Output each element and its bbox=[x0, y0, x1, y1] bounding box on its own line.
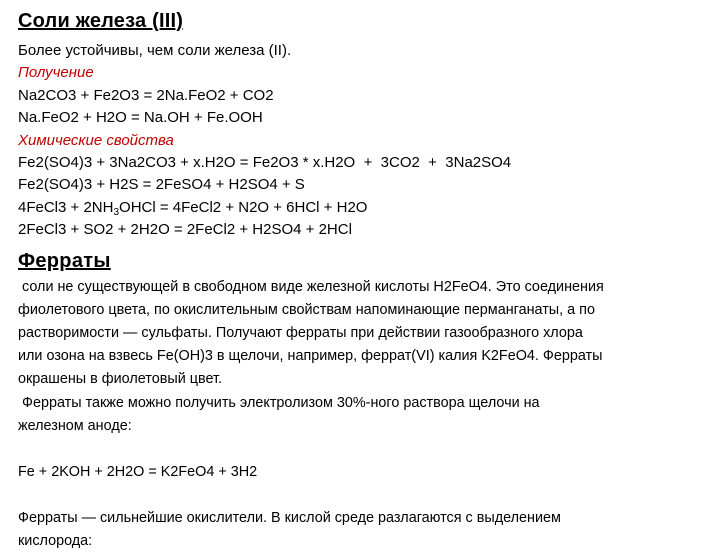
document-page bbox=[18, 8, 712, 554]
paragraph-line: или озона на взвесь Fe(OH)3 в щелочи, например, феррат(VI) калия K2FeO4. Ферраты bbox=[18, 348, 603, 365]
ferrate-equation: Fe + 2KOH + 2H2O = K2FeO4 + 3H2 bbox=[18, 464, 258, 481]
reaction-3-subscript: 3 bbox=[113, 206, 120, 218]
paragraph-line: окрашены в фиолетовый цвет. bbox=[18, 371, 222, 388]
reaction-4: 2FeCl3 + SO2 + 2H2O = 2FeCl2 + H2SO4 + 2HCl bbox=[18, 221, 352, 239]
obtaining-reaction-2: Na.FeO2 + H2O = Na.OH + Fe.OOH bbox=[18, 109, 263, 127]
obtaining-reaction-1: Na2CO3 + Fe2O3 = 2Na.FeO2 + CO2 bbox=[18, 86, 274, 104]
section-title-iron-iii-salts: Соли железа (III) bbox=[18, 10, 184, 32]
ferrates-paragraph bbox=[18, 276, 712, 554]
closing-line: кислорода: bbox=[18, 533, 93, 550]
section-title-ferrates: Ферраты bbox=[18, 249, 111, 272]
intro-text: Более устойчивы, чем соли железа (II). bbox=[18, 42, 292, 59]
paragraph-line: растворимости — сульфаты. Получают ферраты при действии газообразного хлора bbox=[18, 325, 583, 342]
blank-line bbox=[18, 438, 712, 461]
blank-line bbox=[18, 484, 712, 507]
reaction-3-after: OHCl = 4FeCl2 + N2O + 6HCl + H2O bbox=[119, 198, 368, 216]
reaction-3-before: 4FeCl3 + 2NH bbox=[18, 198, 114, 216]
chemical-properties-heading: Химические свойства bbox=[18, 131, 174, 149]
reaction-2: Fe2(SO4)3 + H2S = 2FeSO4 + H2SO4 + S bbox=[18, 176, 305, 194]
reaction-3 bbox=[18, 197, 712, 219]
closing-line: Ферраты — сильнейшие окислители. В кислой среде разлагаются с выделением bbox=[18, 510, 561, 527]
obtaining-heading: Получение bbox=[18, 64, 94, 82]
paragraph-line: железном аноде: bbox=[18, 417, 132, 434]
paragraph-line: фиолетового цвета, по окислительным свойствам напоминающие перманганаты, а по bbox=[18, 301, 595, 318]
paragraph-line: соли не существующей в свободном виде железной кислоты H2FeO4. Это соединения bbox=[18, 278, 604, 295]
paragraph-line: Ферраты также можно получить электролизом 30%-ного раствора щелочи на bbox=[18, 394, 540, 411]
reaction-1: Fe2(SO4)3 + 3Na2CO3 + x.H2O = Fe2O3 * x.H2O + 3CO2 + 3Na2SO4 bbox=[18, 154, 512, 172]
